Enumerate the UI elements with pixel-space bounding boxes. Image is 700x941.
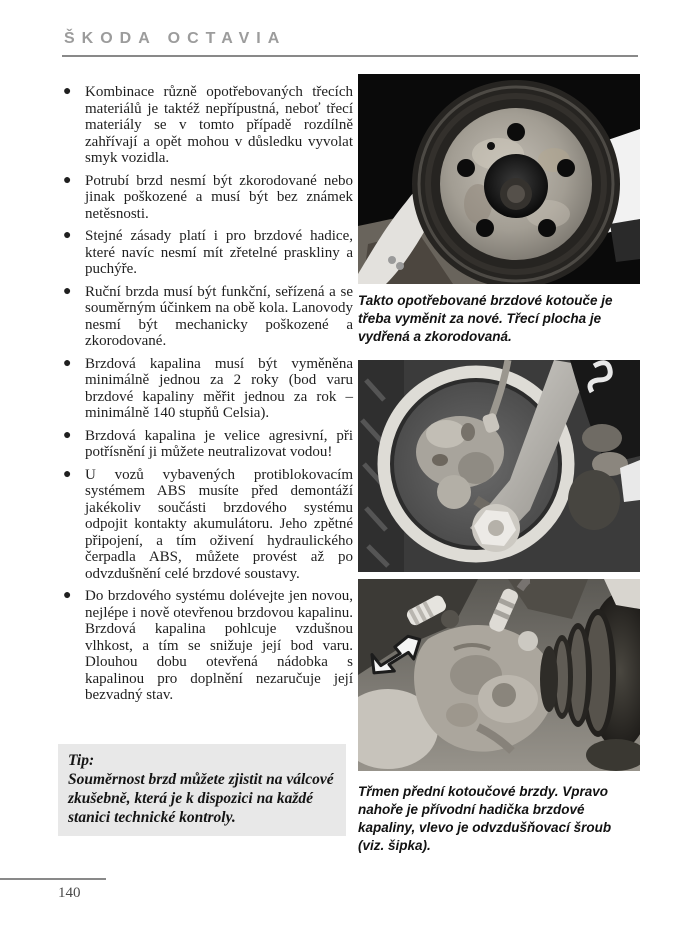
worn-brake-drum-photo — [358, 74, 640, 284]
footer-rule — [0, 878, 106, 880]
bullet-list — [60, 84, 353, 704]
tip-label: Tip: — [68, 752, 95, 769]
figure-column — [358, 74, 640, 855]
tip-text: Souměrnost brzd můžete zjistit na válcové zkušebně, která je k dispozici na každé stanici technické kontroly. — [68, 771, 334, 826]
bullet-item — [60, 228, 353, 278]
bullet-icon: ● — [63, 283, 72, 299]
bullet-item — [60, 428, 353, 461]
bullet-icon: ● — [63, 466, 72, 482]
bullet-text: Kombinace různě opotřebovaných třecích materiálů je taktéž nepřípustná, neboť třecí materiály se v tomto případě rozdílně zahřívají a opět mohou v důsledku vyvolat smyk vozidla. — [85, 84, 353, 166]
bullet-text: Stejné zásady platí i pro brzdové hadice, které navíc nesmí mít zřetelné praskliny a puchýře. — [85, 228, 353, 277]
bullet-text: Potrubí brzd nesmí být zkorodované nebo jinak poškozené a musí být bez známek netěsnosti. — [85, 172, 353, 222]
page-header: ŠKODA OCTAVIA — [64, 30, 287, 47]
text-column — [60, 84, 353, 710]
bullet-icon: ● — [63, 84, 72, 99]
bullet-text: Brzdová kapalina musí být vyměněna minimálně jednou za 2 roky (bod varu brzdové kapaliny měřit jednou za rok – minimálně 140 stupňů Celsia). — [85, 355, 353, 421]
bullet-icon: ● — [63, 172, 72, 188]
bullet-text: Ruční brzda musí být funkční, seřízená a se souměrným účinkem na obě kola. Lanovody nesmí být mechanicky poškozené a zkorodované. — [85, 283, 353, 349]
brake-caliper-through-wheel-photo — [358, 360, 640, 572]
header-rule — [62, 55, 638, 57]
bullet-item — [60, 356, 353, 422]
bullet-item — [60, 467, 353, 583]
bullet-text: Brzdová kapalina je velice agresivní, při potřísnění ji můžete neutralizovat vodou! — [85, 427, 353, 460]
figure-caption: Takto opotřebované brzdové kotouče je třeba vyměnit za nové. Třecí plocha je vydřená a zkorodovaná. — [358, 293, 613, 344]
bullet-icon: ● — [63, 355, 72, 371]
bullet-text: U vozů vybavených protiblokovacím systémem ABS musíte před demontáží jakékoliv součásti brzdového systému odpojit kontakty akumulátoru. Jeho zpětné připojení, a tím oživení hydraulického čerpadla ABS, můžete provést až po odvzdušnění celé brzdové soustavy. — [85, 466, 353, 582]
tip-box — [58, 744, 346, 836]
bullet-item — [60, 588, 353, 704]
bullet-item — [60, 173, 353, 223]
front-caliper-closeup-photo — [358, 579, 640, 771]
page-number: 140 — [58, 885, 81, 901]
bullet-item — [60, 84, 353, 167]
bullet-icon: ● — [63, 427, 72, 443]
bullet-icon: ● — [63, 588, 72, 603]
bullet-icon: ● — [63, 228, 72, 243]
bullet-text: Do brzdového systému dolévejte jen novou, nejlépe i nově otevřenou brzdovou kapalinu. Brzdová kapalina pohlcuje vzdušnou vlhkost, a tím se snižuje její bod varu. Dlouhou dobu otevřená nádobka s kapalinou pro doplnění nezaručuje její bezvadný stav. — [85, 588, 353, 703]
figure-caption: Třmen přední kotoučové brzdy. Vpravo nahoře je přívodní hadička brzdové kapaliny, vlevo je odvzdušňovací šroub (viz. šipka). — [358, 784, 612, 853]
bullet-item — [60, 284, 353, 350]
